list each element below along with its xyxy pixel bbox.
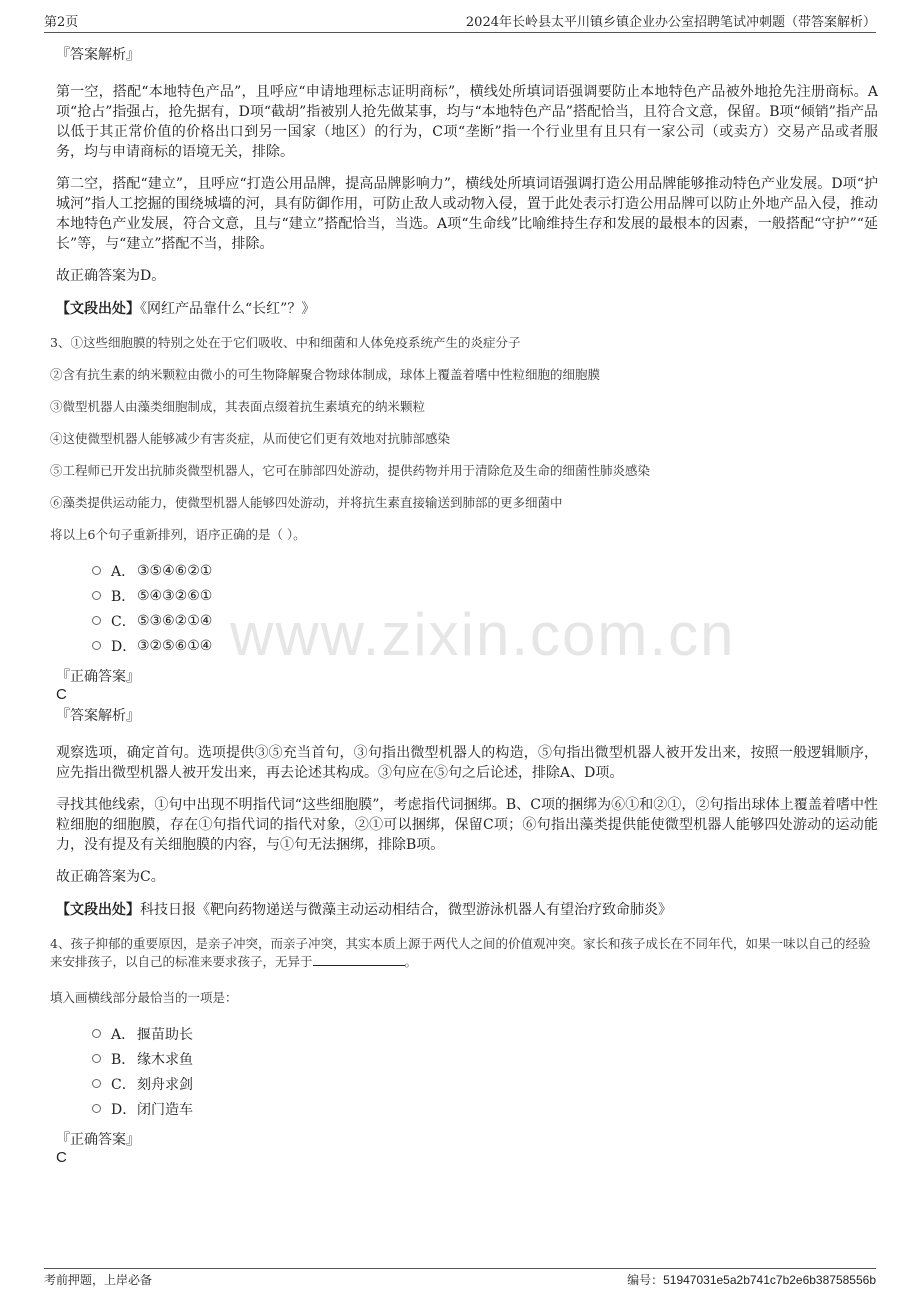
analysis-paragraph: 第二空，搭配“建立”，且呼应“打造公用品牌，提高品牌影响力”，横线处所填词语强调打造公用品牌能够推动特色产业发展。D项“护城河”指人工挖掘的围绕城墙的河，具有防御作用，可防止敌人或动物入侵，置于此处表示打造公用品牌可以防止外地产品入侵，推动本地特色产业发展，符合文意，且与“建立”搭配恰当，当选。A项“生命线”比喻维持生存和发展的最根本的因素，一般搭配“守护”“延长”等，与“建立”搭配不当，排除。 [56,176,878,252]
question-sentence: ②含有抗生素的纳米颗粒由微小的可生物降解聚合物球体制成，球体上覆盖着嗜中性粒细胞的细胞膜 [50,367,601,382]
question-prompt: 将以上6个句子重新排列，语序正确的是（ ）。 [50,527,306,542]
source-label: 【文段出处】 [56,902,140,918]
page-number: 第2页 [44,15,79,30]
answer-analysis-label: 『答案解析』 [56,47,140,63]
analysis-paragraph: 寻找其他线索，①句中出现不明指代词“这些细胞膜”，考虑指代词捆绑。B、C项的捆绑为⑥①和②①，②句指出球体上覆盖着嗜中性粒细胞的细胞膜，存在①句指代词的指代对象，②①可以捆绑，保留C项；⑥句指出藻类提供能使微型机器人能够四处游动的运动能力，没有提及有关细胞膜的内容，与①句无法捆绑，排除B项。 [56,797,878,853]
footer-slogan: 考前押题，上岸必备 [44,1272,153,1287]
option-c[interactable]: C． 刻舟求剑 [92,1071,878,1096]
radio-icon[interactable] [92,1054,101,1063]
option-b[interactable]: B． ⑤④③②⑥① [92,583,878,608]
correct-answer: C [56,686,67,703]
document-title: 2024年长岭县太平川镇乡镇企业办公室招聘笔试冲刺题（带答案解析） [465,15,876,30]
radio-icon[interactable] [92,566,101,575]
option-list [92,1021,878,1121]
option-a[interactable]: A． ③⑤④⑥②① [92,558,878,583]
question-sentence: ④这使微型机器人能够减少有害炎症，从而使它们更有效地对抗肺部感染 [50,431,451,446]
fill-blank [313,953,405,966]
radio-icon[interactable] [92,616,101,625]
source-text: 《网红产品靠什么“长红”？》 [140,301,316,317]
radio-icon[interactable] [92,1079,101,1088]
correct-answer-label: 『正确答案』 [56,669,140,685]
radio-icon[interactable] [92,641,101,650]
page-footer [44,1268,876,1289]
question-sentence: ③微型机器人由藻类细胞制成，其表面点缀着抗生素填充的纳米颗粒 [50,399,426,414]
source-text: 科技日报《靶向药物递送与微藻主动运动相结合，微型游泳机器人有望治疗致命肺炎》 [140,902,672,918]
correct-answer-label: 『正确答案』 [56,1132,140,1148]
option-c[interactable]: C． ⑤③⑥②①④ [92,608,878,633]
analysis-paragraph: 观察选项，确定首句。选项提供③⑤充当首句，③句指出微型机器人的构造，⑤句指出微型机器人被开发出来，按照一般逻辑顺序，应先指出微型机器人被开发出来，再去论述其构成。③句应在⑤句之后论述，排除A、D项。 [56,745,878,781]
conclusion: 故正确答案为C。 [56,869,165,885]
radio-icon[interactable] [92,591,101,600]
question-sentence: ⑥藻类提供运动能力，使微型机器人能够四处游动，并将抗生素直接输送到肺部的更多细菌中 [50,495,563,510]
radio-icon[interactable] [92,1104,101,1113]
question-sentence: ⑤工程师已开发出抗肺炎微型机器人，它可在肺部四处游动，提供药物并用于清除危及生命的细菌性肺炎感染 [50,463,651,478]
option-d[interactable]: D． ③②⑤⑥①④ [92,633,878,658]
option-list [92,558,878,658]
page-content [50,44,878,1168]
option-d[interactable]: D． 闭门造车 [92,1096,878,1121]
source-citation [56,899,878,919]
source-label: 【文段出处】 [56,301,140,317]
question-sentence: 3、①这些细胞膜的特别之处在于它们吸收、中和细菌和人体免疫系统产生的炎症分子 [50,335,521,350]
conclusion: 故正确答案为D。 [56,268,166,284]
analysis-paragraph: 第一空，搭配“本地特色产品”，且呼应“申请地理标志证明商标”，横线处所填词语强调要防止本地特色产品被外地抢先注册商标。A项“抢占”指强占，抢先据有，D项“截胡”指被别人抢先做某事，均与“本地特色产品”搭配恰当，且符合文意，保留。B项“倾销”指产品以低于其正常价值的价格出口到另一国家（地区）的行为，C项“垄断”指一个行业里有且只有一家公司（或卖方）交易产品或者服务，均与申请商标的语境无关，排除。 [56,84,878,160]
radio-icon[interactable] [92,1029,101,1038]
document-code: 编号：51947031e5a2b741c7b2e6b38758556b [627,1272,876,1287]
question-stem: 4、孩子抑郁的重要原因，是亲子冲突，而亲子冲突，其实本质上源于两代人之间的价值观冲突。家长和孩子成长在不同年代，如果一味以自己的经验来安排孩子，以自己的标准来要求孩子，无异于 。 [50,936,871,969]
source-citation [56,298,878,318]
option-a[interactable]: A． 揠苗助长 [92,1021,878,1046]
watermark: www.zixin.com.cn [230,601,736,668]
correct-answer: C [56,1149,67,1166]
option-b[interactable]: B． 缘木求鱼 [92,1046,878,1071]
answer-analysis-label: 『答案解析』 [56,708,140,724]
question-prompt: 填入画横线部分最恰当的一项是： [50,990,238,1005]
page-header [44,10,876,33]
